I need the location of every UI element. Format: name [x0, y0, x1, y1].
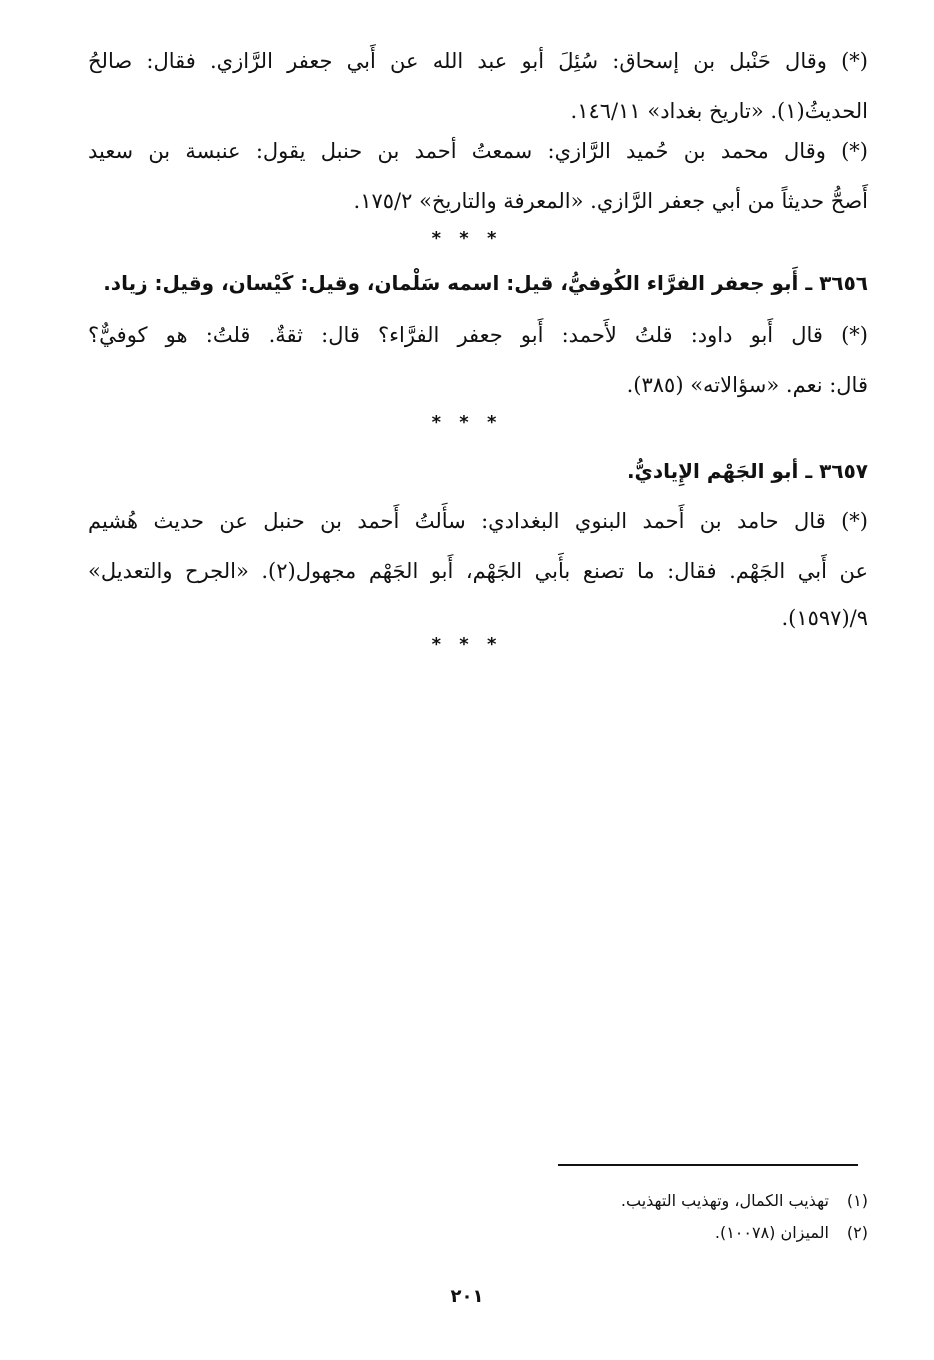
paragraph-hanbal-ishaq	[88, 36, 868, 136]
paragraph-hamid-ahmad	[88, 496, 868, 640]
text-line: (*) قال أَبو داود: قلتُ لأَحمد: أَبو جعفر الفرَّاء؟ قال: ثقةٌ. قلتُ: هو كوفيٌّ؟	[88, 323, 868, 347]
text-line: قال: نعم. «سؤالاته» (٣٨٥).	[626, 373, 868, 397]
footnote-divider	[558, 1164, 858, 1166]
paragraph-abu-dawud	[88, 310, 868, 410]
entry-heading-3656: ٣٦٥٦ ـ أَبو جعفر الفرَّاء الكُوفيُّ، قيل: اسمه سَلْمان، وقيل: كَيْسان، وقيل: زياد.	[103, 271, 868, 295]
section-separator: * * *	[431, 412, 503, 433]
footnote-number: (٢)	[846, 1223, 868, 1242]
footnote-number: (١)	[846, 1191, 868, 1210]
footnote-2	[88, 1218, 868, 1248]
footnote-text: الميزان (١٠٠٧٨).	[714, 1223, 829, 1242]
text-line: عن أَبي الجَهْم. فقال: ما تصنع بأَبي الجَهْم، أَبو الجَهْم مجهول(٢). «الجرح والتعديل»	[88, 559, 868, 583]
entry-heading-3657: ٣٦٥٧ ـ أبو الجَهْم الإِياديُّ.	[626, 459, 868, 483]
text-line: ٩/(١٥٩٧).	[781, 606, 868, 630]
text-line: أَصحُّ حديثاً من أبي جعفر الرَّازي. «المعرفة والتاريخ» ١٧٥/٢.	[353, 189, 868, 213]
footnote-1	[88, 1186, 868, 1216]
section-separator: * * *	[431, 228, 503, 249]
text-line: (*) وقال حَنْبل بن إسحاق: سُئِلَ أبو عبد الله عن أَبي جعفر الرَّازي. فقال: صالحُ	[88, 49, 868, 73]
paragraph-muhammad-humaid	[88, 126, 868, 226]
text-line: الحديثُ(١). «تاريخ بغداد» ١٤٦/١١.	[570, 99, 868, 123]
text-line: (*) قال حامد بن أَحمد البنوي البغدادي: سأَلتُ أَحمد بن حنبل عن حديث هُشيم	[88, 509, 868, 533]
text-line: (*) وقال محمد بن حُميد الرَّازي: سمعتُ أحمد بن حنبل يقول: عنبسة بن سعيد	[88, 139, 868, 163]
section-separator: * * *	[431, 634, 503, 655]
footnote-text: تهذيب الكمال، وتهذيب التهذيب.	[620, 1191, 829, 1210]
page-number: ٢٠١	[450, 1286, 484, 1307]
